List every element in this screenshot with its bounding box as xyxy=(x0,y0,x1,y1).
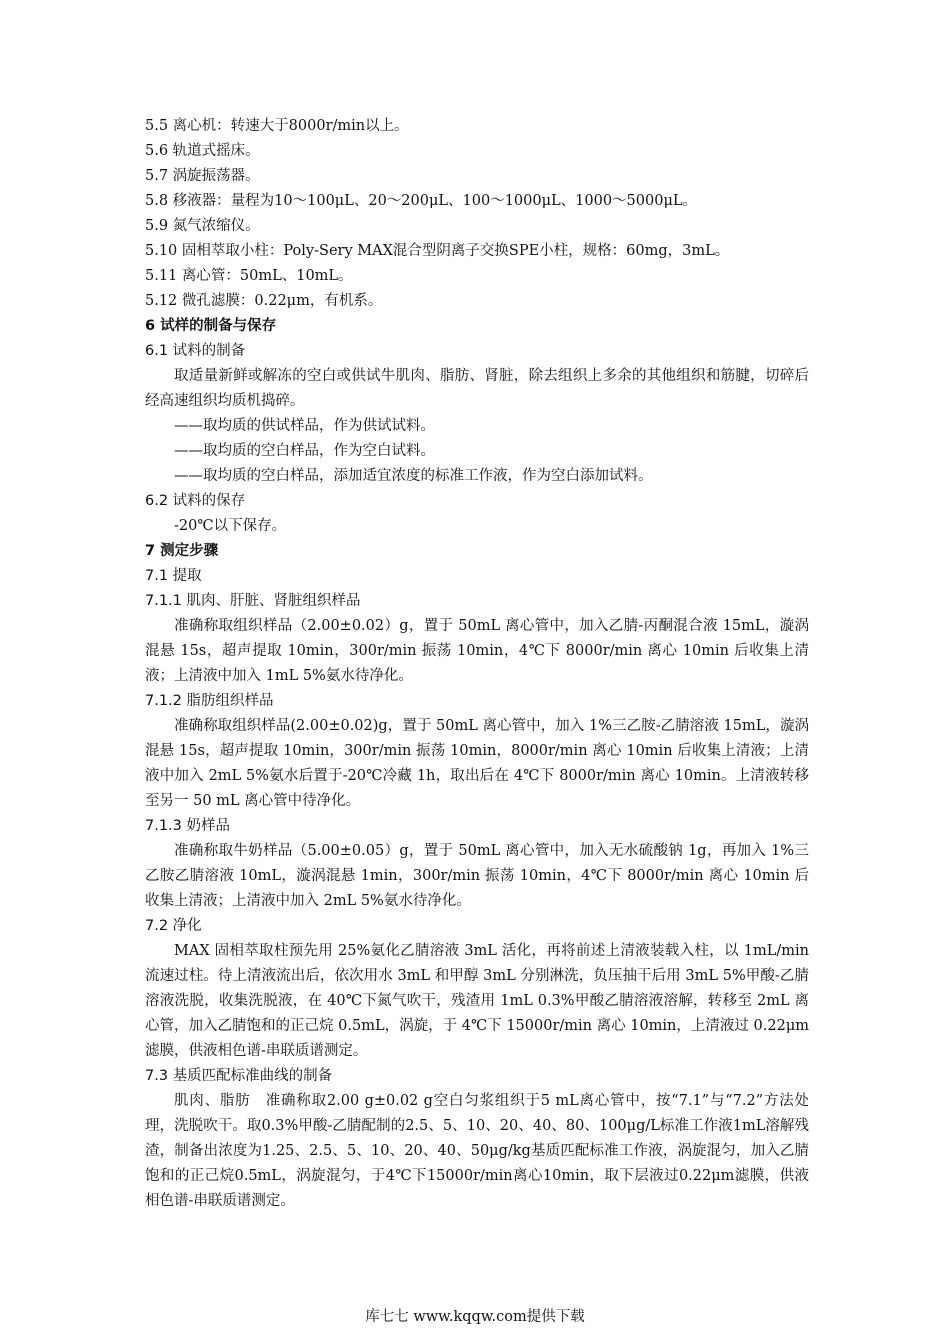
document-body xyxy=(145,114,809,1214)
section-6-1-paragraph: 取适量新鲜或解冻的空白或供试牛肌肉、脂肪、肾脏，除去组织上多余的其他组织和筋腱，切碎后经高速组织均质机捣碎。 xyxy=(145,368,809,409)
section-6-1-item: ——取均质的空白样品，作为空白试料。 xyxy=(174,443,435,459)
section-6-heading: 6 试样的制备与保存 xyxy=(145,318,277,334)
section-7-1-2-paragraph: 准确称取组织样品(2.00±0.02)g，置于 50mL 离心管中，加入 1%三乙胺-乙腈溶液 15mL，漩涡混悬 15s，超声提取 10min，300r/min 振荡 10min，8000r/min 离心 10min 后收集上清液；上清液中加入 2mL 5%氨水后置于-20℃冷藏 1h，取出后在 4℃下 8000r/min 离心 10min。上清液转移至另一 50 mL 离心管中待净化。 xyxy=(145,718,809,809)
equipment-item-5-7: 5.7 涡旋振荡器。 xyxy=(145,168,260,184)
section-7-1-3-paragraph: 准确称取牛奶样品（5.00±0.05）g，置于 50mL 离心管中，加入无水硫酸钠 1g，再加入 1%三乙胺乙腈溶液 10mL，漩涡混悬 1min，300r/min 振荡 10min，4℃下 8000r/min 离心 10min 后收集上清液；上清液中加入 2mL 5%氨水待净化。 xyxy=(145,843,809,909)
equipment-item-5-12: 5.12 微孔滤膜：0.22μm，有机系。 xyxy=(145,293,383,309)
section-7-1-1-paragraph: 准确称取组织样品（2.00±0.02）g，置于 50mL 离心管中，加入乙腈-丙酮混合液 15mL，漩涡混悬 15s，超声提取 10min，300r/min 振荡 10min，4℃下 8000r/min 离心 10min 后收集上清液；上清液中加入 1mL 5%氨水待净化。 xyxy=(145,618,809,684)
section-6-2-heading: 6.2 试料的保存 xyxy=(145,493,246,509)
equipment-item-5-9: 5.9 氮气浓缩仪。 xyxy=(145,218,260,234)
section-7-1-heading: 7.1 提取 xyxy=(145,568,202,584)
equipment-item-5-10: 5.10 固相萃取小柱：Poly-Sery MAX混合型阴离子交换SPE小柱，规格：60mg，3mL。 xyxy=(145,243,730,259)
section-6-1-heading: 6.1 试料的制备 xyxy=(145,343,246,359)
section-7-2-heading: 7.2 净化 xyxy=(145,918,202,934)
page-footer: 库七七 www.kqqw.com提供下载 xyxy=(365,1309,585,1325)
section-7-1-1-heading: 7.1.1 肌肉、肝脏、肾脏组织样品 xyxy=(145,593,361,609)
section-7-1-2-heading: 7.1.2 脂肪组织样品 xyxy=(145,693,274,709)
section-7-1-3-heading: 7.1.3 奶样品 xyxy=(145,818,231,834)
equipment-item-5-5: 5.5 离心机：转速大于8000r/min以上。 xyxy=(145,118,409,134)
section-6-1-item: ——取均质的供试样品，作为供试试料。 xyxy=(174,418,435,434)
section-6-1-item: ——取均质的空白样品，添加适宜浓度的标准工作液，作为空白添加试料。 xyxy=(174,468,653,484)
equipment-item-5-6: 5.6 轨道式摇床。 xyxy=(145,143,260,159)
section-7-heading: 7 测定步骤 xyxy=(145,543,219,559)
section-7-3-heading: 7.3 基质匹配标准曲线的制备 xyxy=(145,1068,333,1084)
equipment-item-5-8: 5.8 移液器：量程为10～100μL、20～200μL、100～1000μL、1000～5000μL。 xyxy=(145,193,698,209)
section-7-3-paragraph: 肌肉、脂肪 准确称取2.00 g±0.02 g空白匀浆组织于5 mL离心管中，按“7.1”与“7.2”方法处理，洗脱吹干。取0.3%甲酸-乙腈配制的2.5、5、10、20、40、80、100μg/L标准工作液1mL溶解残渣，制备出浓度为1.25、2.5、5、10、20、40、50μg/kg基质匹配标准工作液，涡旋混匀，加入乙腈饱和的正己烷0.5mL，涡旋混匀，于4℃下15000r/min离心10min，取下层液过0.22μm滤膜，供液相色谱-串联质谱测定。 xyxy=(145,1093,809,1209)
section-7-2-paragraph: MAX 固相萃取柱预先用 25%氨化乙腈溶液 3mL 活化，再将前述上清液装载入柱，以 1mL/min 流速过柱。待上清液流出后，依次用水 3mL 和甲醇 3mL 分别淋洗，负压抽干后用 3mL 5%甲酸-乙腈溶液洗脱，收集洗脱液，在 40℃下氮气吹干，残渣用 1mL 0.3%甲酸乙腈溶液溶解，转移至 2mL 离心管，加入乙腈饱和的正己烷 0.5mL，涡旋，于 4℃下 15000r/min 离心 10min，上清液过 0.22μm 滤膜，供液相色谱-串联质谱测定。 xyxy=(145,943,809,1059)
equipment-item-5-11: 5.11 离心管：50mL、10mL。 xyxy=(145,268,353,284)
section-6-2-text: -20℃以下保存。 xyxy=(174,518,287,534)
